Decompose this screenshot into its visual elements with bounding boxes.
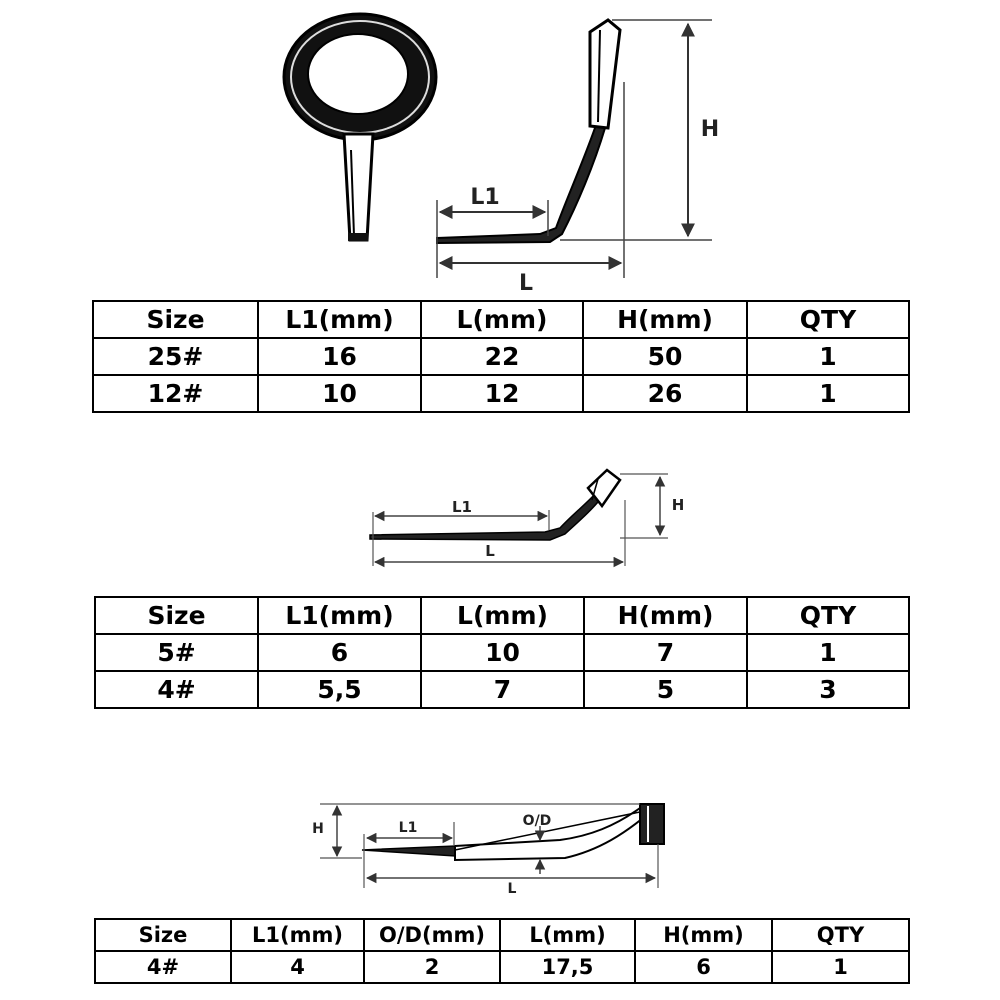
table-header-row	[95, 597, 909, 634]
cell-l1: 16	[258, 338, 421, 375]
header-qty: QTY	[747, 301, 909, 338]
cell-qty: 3	[747, 671, 909, 708]
cell-h: 5	[584, 671, 747, 708]
cell-l: 7	[421, 671, 584, 708]
cell-size: 25#	[93, 338, 258, 375]
header-l: L(mm)	[421, 301, 583, 338]
header-size: Size	[95, 597, 258, 634]
label-L1: L1	[452, 498, 472, 516]
header-size: Size	[95, 919, 231, 951]
header-l: L(mm)	[500, 919, 635, 951]
header-qty: QTY	[747, 597, 909, 634]
table-row	[95, 951, 909, 983]
dimension-H-1	[688, 24, 719, 236]
cell-size: 4#	[95, 671, 258, 708]
header-h: H(mm)	[584, 597, 747, 634]
table-header-row	[93, 301, 909, 338]
header-l1: L1(mm)	[258, 597, 421, 634]
cell-size: 5#	[95, 634, 258, 671]
cell-l1: 4	[231, 951, 364, 983]
label-L: L	[507, 881, 517, 897]
cell-h: 50	[583, 338, 747, 375]
dimension-L1-2	[375, 498, 547, 516]
table-row	[95, 634, 909, 671]
table-row	[93, 375, 909, 412]
header-h: H(mm)	[583, 301, 747, 338]
dimension-L1-1	[440, 185, 545, 212]
label-L1: L1	[470, 185, 500, 210]
cell-h: 26	[583, 375, 747, 412]
guide-front-view	[284, 14, 436, 241]
guide-side-view	[437, 20, 712, 278]
header-qty: QTY	[772, 919, 909, 951]
cell-l1: 10	[258, 375, 421, 412]
cell-h: 6	[635, 951, 772, 983]
cell-qty: 1	[747, 634, 909, 671]
spec-table-3	[94, 918, 910, 984]
cell-l: 12	[421, 375, 583, 412]
cell-l: 10	[421, 634, 584, 671]
cell-qty: 1	[772, 951, 909, 983]
tip-guide-side-view	[370, 470, 668, 566]
cell-od: 2	[364, 951, 500, 983]
dimension-H-2	[660, 477, 684, 535]
cell-qty: 1	[747, 338, 909, 375]
label-L: L	[518, 271, 534, 296]
cell-l: 17,5	[500, 951, 635, 983]
spec-table-1	[92, 300, 910, 413]
table-header-row	[95, 919, 909, 951]
cell-size: 4#	[95, 951, 231, 983]
cell-l1: 6	[258, 634, 421, 671]
spec-table-2	[94, 596, 910, 709]
label-L: L	[485, 542, 495, 560]
tip-top-side-view	[320, 804, 664, 888]
header-h: H(mm)	[635, 919, 772, 951]
header-size: Size	[93, 301, 258, 338]
label-H: H	[312, 821, 324, 837]
cell-l: 22	[421, 338, 583, 375]
dimension-L-1	[440, 263, 621, 296]
cell-qty: 1	[747, 375, 909, 412]
dimension-H-3	[312, 806, 337, 856]
header-l: L(mm)	[421, 597, 584, 634]
table-row	[93, 338, 909, 375]
table-row	[95, 671, 909, 708]
dimension-L1-3	[367, 820, 452, 838]
label-H: H	[700, 117, 720, 142]
cell-size: 12#	[93, 375, 258, 412]
cell-h: 7	[584, 634, 747, 671]
label-L1: L1	[398, 820, 418, 836]
label-OD: O/D	[522, 813, 552, 829]
header-l1: L1(mm)	[258, 301, 421, 338]
dimension-L-3	[367, 878, 655, 897]
cell-l1: 5,5	[258, 671, 421, 708]
header-l1: L1(mm)	[231, 919, 364, 951]
label-H: H	[671, 496, 685, 514]
header-od: O/D(mm)	[364, 919, 500, 951]
dimension-L-2	[375, 542, 623, 562]
